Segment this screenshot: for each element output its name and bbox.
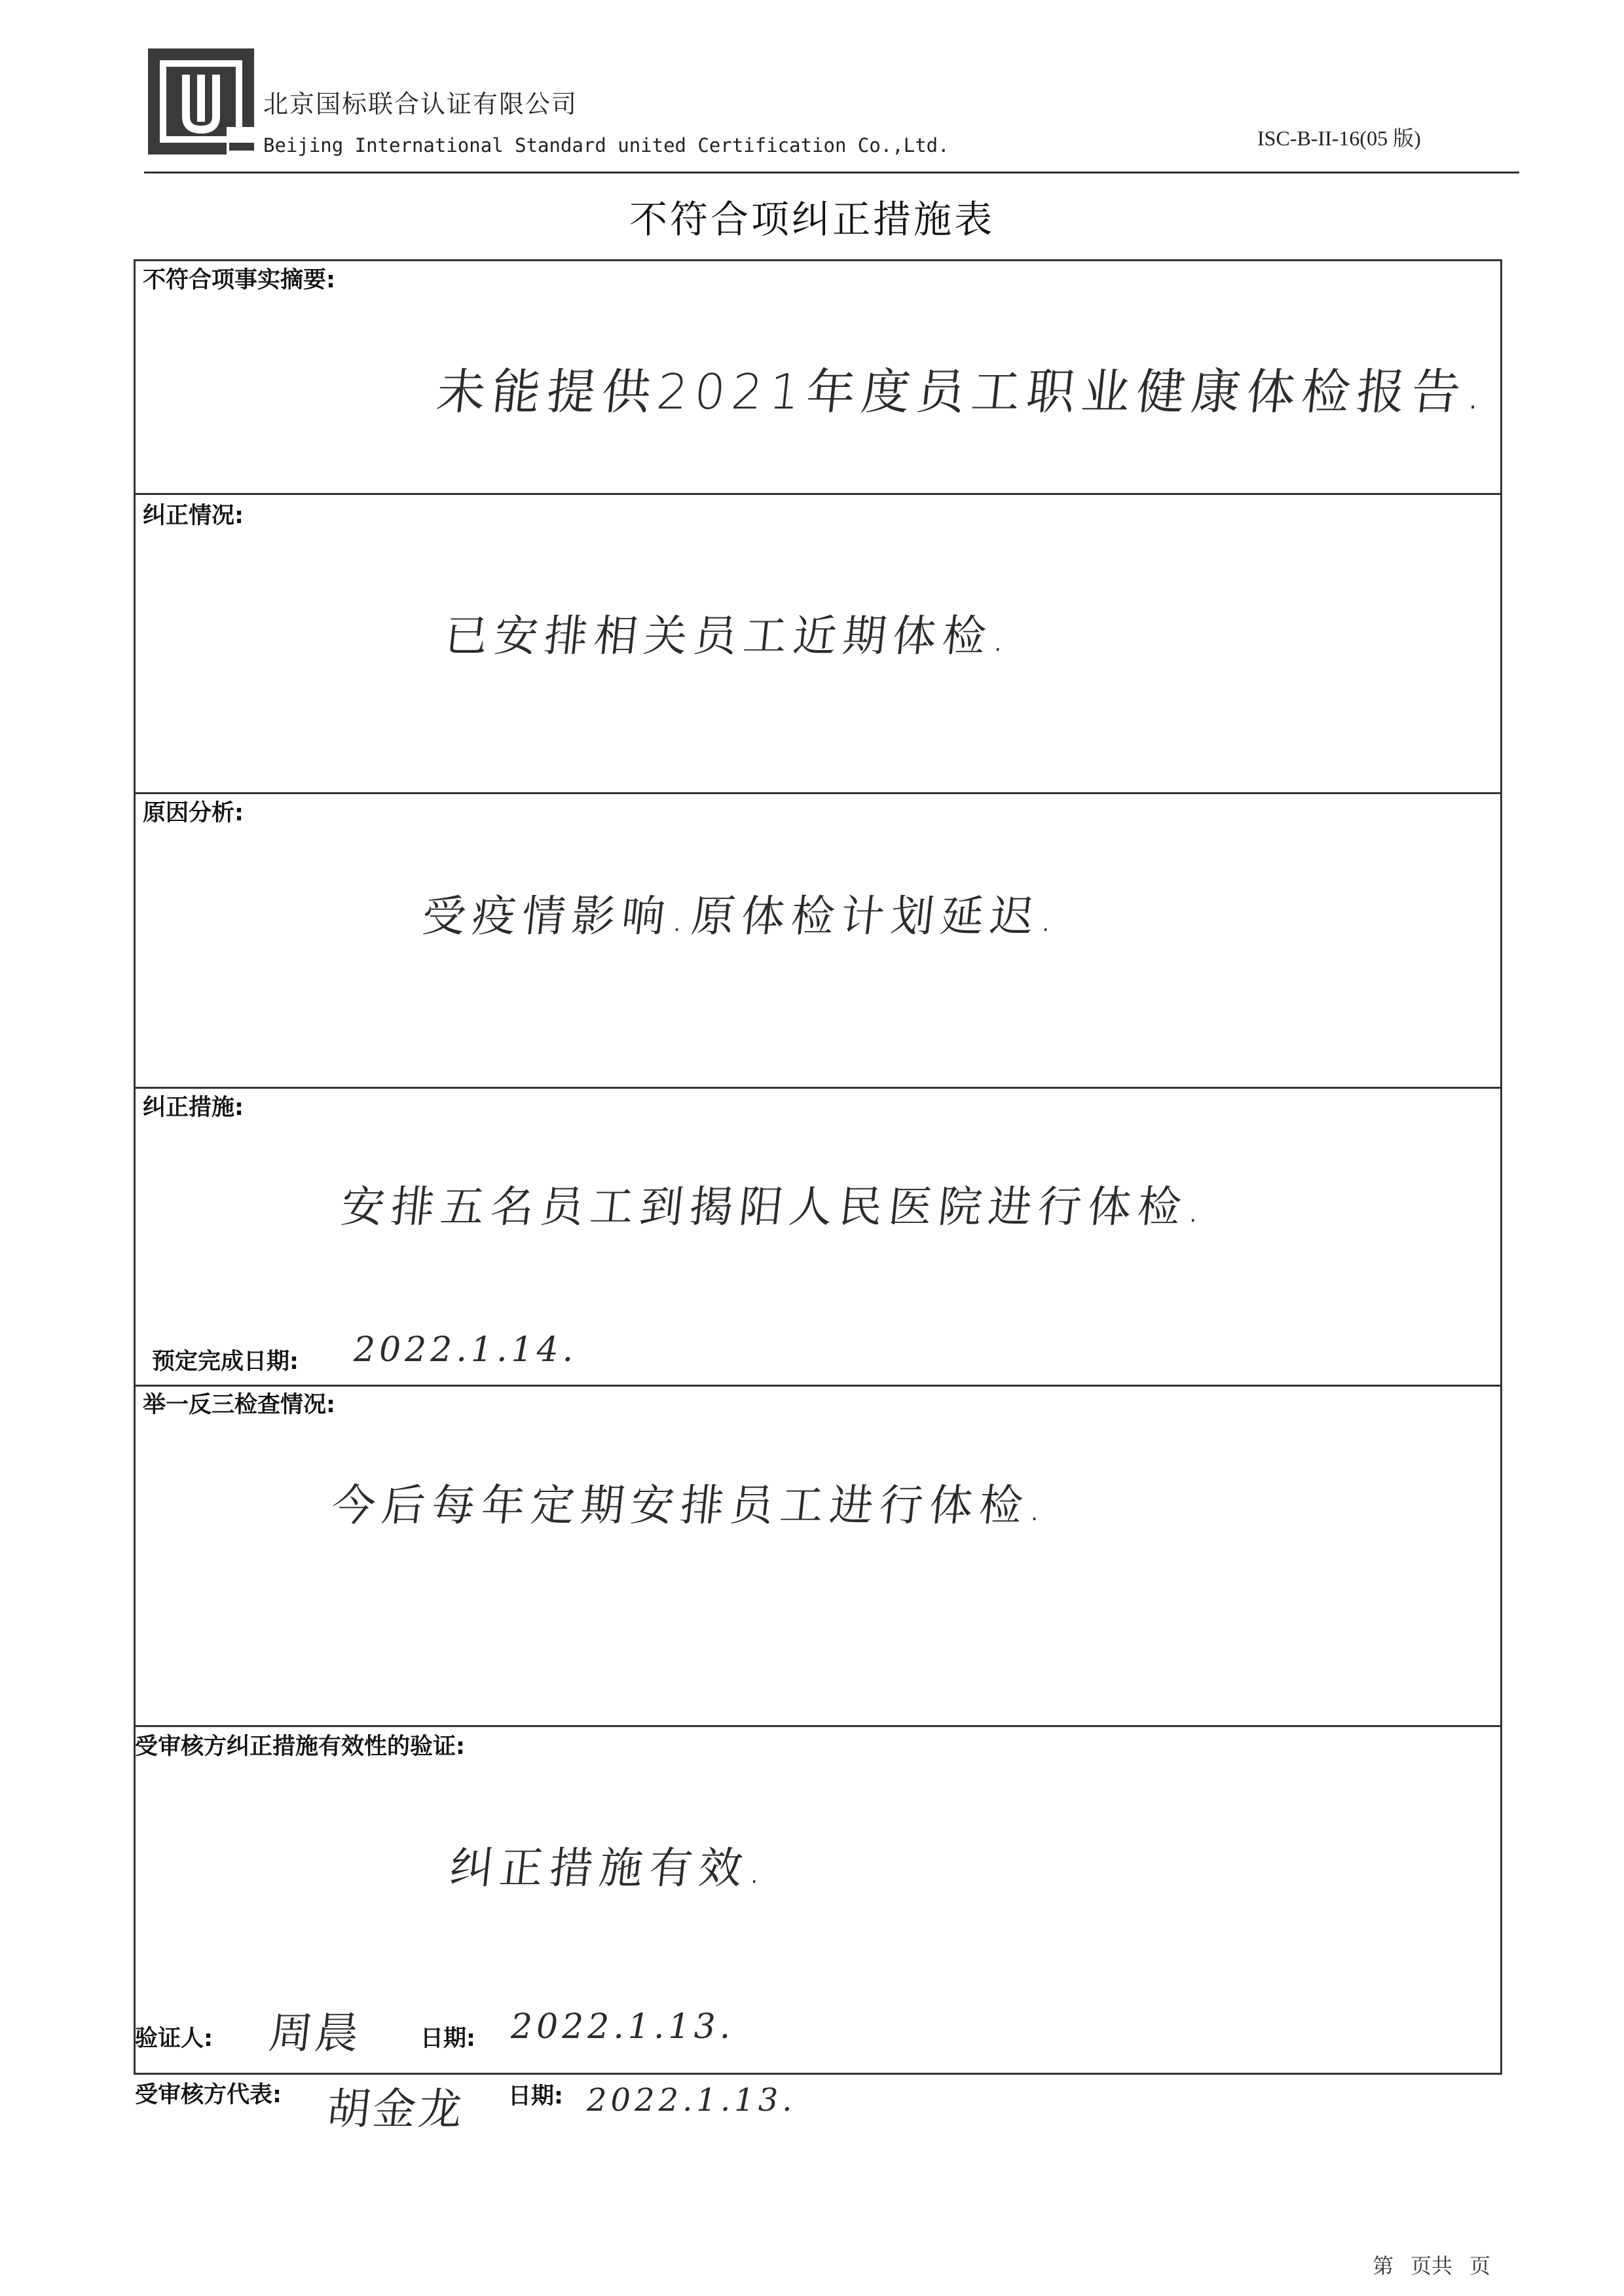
verification-content: 纠正措施有效. — [447, 1843, 772, 1893]
verifier-label: 验证人: — [135, 2026, 213, 2052]
correction-label: 纠正情况: — [143, 503, 244, 529]
company-name-cn: 北京国标联合认证有限公司 — [263, 90, 578, 118]
company-name-en: Beijing International Standard united Certification Co.,Ltd. — [263, 134, 950, 156]
nonconformity-label: 不符合项事实摘要: — [143, 267, 335, 293]
verification-label: 受审核方纠正措施有效性的验证: — [135, 1734, 465, 1760]
cause-content: 受疫情影响.原体检计划延迟. — [420, 891, 1063, 941]
isc-logo-icon — [148, 48, 254, 155]
corrective-action-content: 安排五名员工到揭阳人民医院进行体检. — [339, 1182, 1211, 1232]
corrective-action-label: 纠正措施: — [143, 1095, 244, 1121]
verifier-signature: 周晨 — [267, 2008, 364, 2058]
correction-content: 已安排相关员工近期体检. — [442, 611, 1016, 661]
representative-signature: 胡金龙 — [324, 2084, 468, 2134]
extension-content: 今后每年定期安排员工进行体检. — [329, 1480, 1052, 1531]
page-number: 第 页共 页 — [1373, 2254, 1491, 2278]
header-divider — [144, 172, 1519, 173]
row-divider — [134, 493, 1502, 495]
representative-date-label: 日期: — [508, 2083, 563, 2109]
form-code: ISC-B-II-16(05 版) — [1257, 126, 1421, 150]
representative-label: 受审核方代表: — [135, 2082, 282, 2108]
due-date-value: 2022.1.14. — [354, 1330, 578, 1370]
row-divider — [134, 1087, 1502, 1089]
row-divider — [134, 1725, 1502, 1727]
document-title: 不符合项纠正措施表 — [629, 197, 995, 242]
form-table — [134, 259, 1502, 2075]
due-date-label: 预定完成日期: — [152, 1349, 299, 1375]
row-divider — [134, 792, 1502, 794]
representative-date-value: 2022.1.13. — [587, 2082, 796, 2119]
extension-label: 举一反三检查情况: — [143, 1392, 335, 1418]
verification-date-label: 日期: — [420, 2026, 475, 2052]
verification-date-value: 2022.1.13. — [511, 2007, 735, 2047]
cause-label: 原因分析: — [143, 800, 244, 826]
row-divider — [134, 1385, 1502, 1387]
nonconformity-content: 未能提供2021年度员工职业健康体检报告. — [434, 364, 1492, 420]
